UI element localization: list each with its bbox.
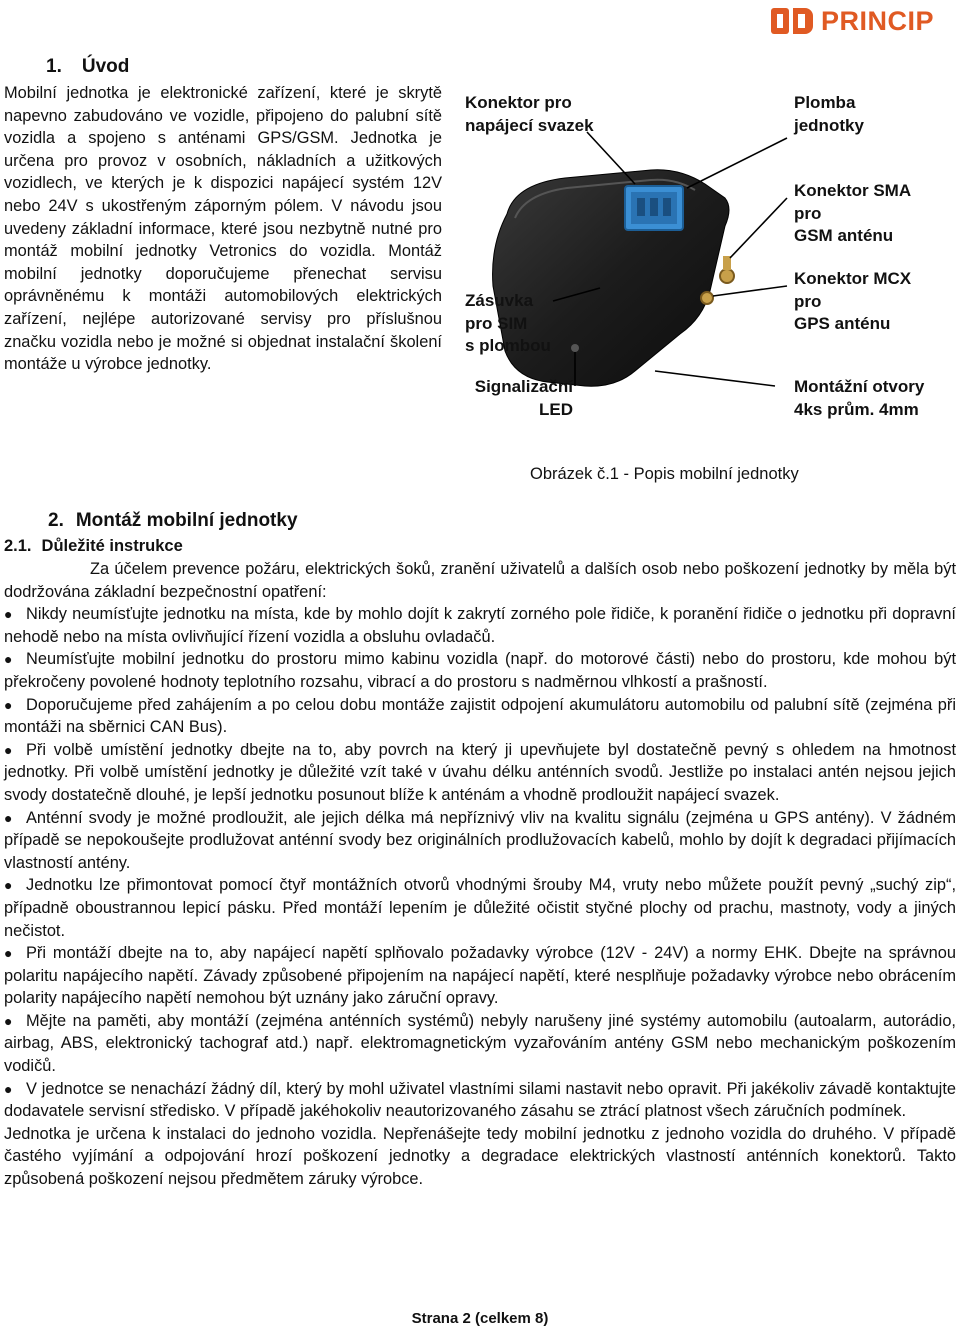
- bullet-icon: ●: [4, 1080, 13, 1097]
- bullet-icon: ●: [4, 606, 13, 623]
- bullet-icon: ●: [4, 809, 13, 826]
- page-footer: Strana 2 (celkem 8): [411, 1310, 549, 1327]
- bullet-icon: ●: [4, 741, 13, 758]
- bullet-item: ● V jednotce se nenachází žádný díl, který by mohl uživatel vlastními silami nastavit nebo opravit. Při jakékoliv závadě kontaktujte dodavatele servisní středisko. V případě jakéhokoliv neautorizovaného zásahu se ztrácí platnost všech záručních podmínek.: [4, 1079, 956, 1121]
- bullet-item: ● Nikdy neumísťujte jednotku na místa, kde by mohlo dojít k zakrytí zorného pole řidiče, k poranění řidiče o jednotku při dopravní nehodě nebo na místa ovlivňující řízení vozidla a obsluhu ovladačů.: [4, 605, 956, 646]
- bullet-item: ● Doporučujeme před zahájením a po celou dobu montáže zajistit odpojení akumulátoru automobilu od palubní sítě (zejména při montáži na sběrnici CAN Bus).: [4, 695, 956, 737]
- bullet-icon: ●: [4, 1012, 13, 1029]
- logo-mark-icon: [769, 4, 817, 38]
- label-sma-connector: Konektor SMA pro GSM anténu: [794, 181, 912, 245]
- label-power-connector: Konektor pro napájecí svazek: [465, 93, 594, 135]
- section-2-1-heading: [4, 537, 183, 556]
- bullet-item: ● Jednotku lze přimontovat pomocí čtyř montážních otvorů vhodnými šrouby M4, vruty nebo můžete použít pevný „suchý zip“, případně oboustrannou lepicí pásku. Před montáží lepením je důležité očistit styčné plochy od prachu, mastnoty, vody a jiných nečistot.: [4, 876, 956, 940]
- intro-paragraph: Mobilní jednotka je elektronické zařízení, které je skrytě napevno zabudováno ve vozidle, připojeno do palubní sítě vozidla a spojeno s anténami GPS/GSM. Jednotka je určena pro provoz v osobních, nákladních a užitkových vozidlech, ve kterých je k dispozici napájecí systém 12V nebo 24V s ukostřeným záporným pólem. V návodu jsou uvedeny základní informace, které jsou nezbytně nutné pro montáž mobilní jednotky Vetronics do vozidla. Montáž mobilní jednotky doporučujeme přenechat servisu oprávněnému k montáži automobilových elektrických zařízení, nejlépe autorizované servisy pro příslušnou značku vozidla nebo je možné si objednat instalační školení montáže u výrobce jednotky.: [4, 84, 442, 374]
- label-seal: Plomba jednotky: [794, 93, 864, 135]
- bullet-item: ● Mějte na paměti, aby montáží (zejména anténních systémů) nebyly narušeny jiné systémy automobilu (autoalarm, autorádio, airbag, ABS, elektronický tachograf atd.) např. elektromagnetickým vyzařováním antény GSM nebo mechanickým poškozením vodičů.: [4, 1011, 956, 1076]
- section-2-1-title: Důležité instrukce: [41, 537, 183, 555]
- label-led: Signalizační LED: [474, 377, 573, 419]
- section-2-number: 2.: [48, 510, 64, 531]
- section-2-1-number: 2.1.: [4, 537, 32, 555]
- label-sim-slot: Zásuvka pro SIM s plombou: [465, 291, 551, 355]
- logo-text: PRINCIP: [821, 6, 935, 36]
- bullet-icon: ●: [4, 696, 13, 713]
- bullet-icon: ●: [4, 651, 13, 668]
- section-1-number: 1.: [46, 56, 62, 77]
- closing-paragraph: Jednotka je určena k instalaci do jednoho vozidla. Nepřenášejte tedy mobilní jednotku z jednoho vozidla do druhého. V případě častého vyjímání a odpojování hrozí poškození jednotky a degradace elektrických vlastností anténních konektorů. Takto způsobená poškození nejsou předmětem záruky výrobce.: [4, 1124, 956, 1189]
- section-intro: [4, 56, 442, 376]
- bullet-item: ● Při montáží dbejte na to, aby napájecí napětí splňovalo požadavky výrobce (12V - 24V) a normy EHK. Dbejte na správnou polaritu napájecího napětí. Závady způsobené připojením na napájecí napětí, které nesplňuje požadavky výrobce nebo obrácením polarity napájecího napětí nemohou být uznány jako záruční opravy.: [4, 944, 956, 1008]
- bullet-item: ● Při volbě umístění jednotky dbejte na to, aby povrch na který ji upevňujete byl dostatečně pevný s ohledem na hmotnost jednotky. Při volbě umístění jednotky je důležité vzít také v úvahu délku anténních svodů. Jestliže po instalaci antén nejsou jejich svody dostatečně dlouhé, je lepší jednotku posunout blíže k anténám a vhodně prodloužit napájecí svazek.: [4, 740, 956, 804]
- unit-figure: [455, 86, 960, 431]
- label-mcx-connector: Konektor MCX pro GPS anténu: [794, 269, 912, 333]
- bullet-item: ● Neumísťujte mobilní jednotku do prostoru mimo kabinu vozidla (např. do motorové části) nebo do prostoru, kde mohou být překročeny povolené hodnoty teplotního rozsahu, vibrací a do prostoru s nadměrnou vlhkostí a prašností.: [4, 650, 956, 691]
- instructions-body: [4, 558, 956, 1191]
- section-2-heading: [48, 510, 298, 532]
- principle-logo: [769, 4, 957, 40]
- section-2-title: Montáž mobilní jednotky: [75, 510, 298, 531]
- figure-caption: Obrázek č.1 - Popis mobilní jednotky: [530, 465, 799, 483]
- bullet-icon: ●: [4, 945, 13, 962]
- safety-intro: Za účelem prevence požáru, elektrických šoků, zranění uživatelů a dalších osob nebo poškození jednotky by měla být dodržována základní bezpečnostní opatření:: [4, 560, 956, 601]
- section-1-title: Úvod: [81, 56, 130, 77]
- section-1-heading: [46, 56, 442, 78]
- bullet-icon: ●: [4, 877, 13, 894]
- label-mounting-holes: Montážní otvory 4ks prům. 4mm: [794, 377, 925, 419]
- bullet-item: ● Anténní svody je možné prodloužit, ale jejich délka má nepříznivý vliv na kvalitu signálu (zejména u GPS antény). V žádném případě se nepokoušejte prodlužovat anténní svody bez originálních prodlužovacích kabelů, mohlo by dojít k degradaci přijímacích vlastností antény.: [4, 808, 956, 872]
